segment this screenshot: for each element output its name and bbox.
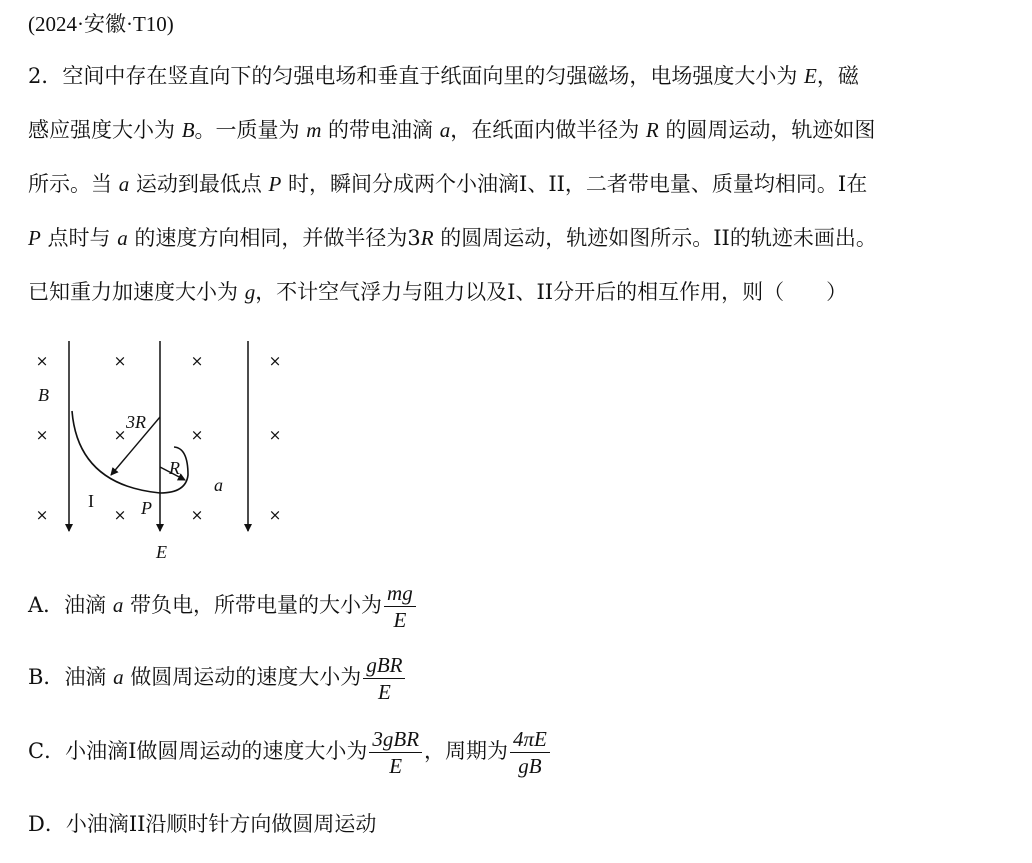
stem-text: ，在纸面内做半径为: [450, 118, 646, 142]
magnetic-field-cross: ×: [190, 352, 204, 370]
math-variable: g: [244, 280, 256, 304]
fraction: $\frac{\text{gBR}}{E}$: [363, 652, 405, 705]
magnetic-field-cross: ×: [268, 426, 282, 444]
label-P: P: [141, 498, 152, 518]
magnetic-field-cross: ×: [190, 426, 204, 444]
label-a: a: [214, 475, 223, 495]
math-variable: R: [645, 118, 659, 142]
magnetic-field-cross: ×: [35, 426, 49, 444]
trajectory-I: [72, 411, 160, 493]
stem-text: 点时与: [40, 226, 118, 250]
question-source: (2024·安徽·T10): [28, 12, 174, 36]
physics-diagram: [28, 333, 298, 568]
stem-line: [28, 166, 1013, 220]
magnetic-field-cross: ×: [268, 352, 282, 370]
stem-line: [28, 112, 1013, 166]
stem-text: 运动到最低点: [129, 172, 269, 196]
question-stem: [28, 58, 1013, 328]
stem-text: ，不计空气浮力与阻力以及I、II分开后的相互作用，则（ ）: [255, 280, 848, 304]
stem-text: 已知重力加速度大小为: [28, 280, 245, 304]
magnetic-field-cross: ×: [35, 506, 49, 524]
math-variable: m: [306, 118, 322, 142]
magnetic-field-cross: ×: [268, 506, 282, 524]
label-R: R: [169, 458, 180, 478]
stem-line: [28, 58, 1013, 112]
magnetic-field-cross: ×: [113, 426, 127, 444]
stem-line: [28, 220, 1013, 274]
stem-text: 2．空间中存在竖直向下的匀强电场和垂直于纸面向里的匀强磁场，电场强度大小为: [28, 64, 805, 88]
stem-text: 时，瞬间分成两个小油滴I、II，二者带电量、质量均相同。I在: [281, 172, 868, 196]
math-variable: E: [804, 64, 817, 88]
stem-text: 所示。当: [28, 172, 119, 196]
stem-text: 的圆周运动，轨迹如图: [658, 118, 876, 142]
stem-text: 的带电油滴: [321, 118, 440, 142]
option-d[interactable]: D．小油滴II沿顺时针方向做圆周运动: [28, 812, 377, 836]
stem-text: 的速度方向相同，并做半径为3: [127, 226, 421, 250]
option-b[interactable]: B．油滴 a 做圆周运动的速度大小为 $\frac{\text{gBR}}{E}$: [28, 652, 407, 705]
fraction: $\frac{mg}{E}$: [384, 580, 416, 633]
label-E: E: [156, 542, 167, 562]
magnetic-field-cross: ×: [113, 352, 127, 370]
label-I: I: [88, 491, 94, 511]
magnetic-field-cross: ×: [35, 352, 49, 370]
stem-line: [28, 274, 1013, 328]
label-3R: 3R: [126, 412, 146, 432]
stem-text: 。一质量为: [194, 118, 307, 142]
math-variable: a: [117, 226, 128, 250]
math-variable: P: [268, 172, 282, 196]
math-variable: a: [118, 172, 130, 196]
math-variable: a: [439, 118, 451, 142]
stem-text: ，磁: [816, 64, 859, 88]
fraction: $\frac{4\pi E}{gB}$: [510, 726, 550, 779]
stem-text: 感应强度大小为: [28, 118, 182, 142]
label-B: B: [38, 385, 49, 405]
math-variable: R: [420, 226, 434, 250]
math-variable: P: [28, 226, 41, 250]
magnetic-field-cross: ×: [190, 506, 204, 524]
math-variable: B: [181, 118, 195, 142]
fraction: $\frac{\text{3gBR}}{E}$: [369, 726, 422, 779]
option-c[interactable]: C．小油滴I做圆周运动的速度大小为 $\frac{\text{3gBR}}{E}$ ，周期为 $\frac{4\pi E}{gB}$: [28, 726, 552, 779]
magnetic-field-cross: ×: [113, 506, 127, 524]
stem-text: 的圆周运动，轨迹如图所示。II的轨迹未画出。: [433, 226, 877, 250]
option-a[interactable]: A．油滴 a 带负电，所带电量的大小为 $\frac{mg}{E}$: [28, 580, 418, 633]
